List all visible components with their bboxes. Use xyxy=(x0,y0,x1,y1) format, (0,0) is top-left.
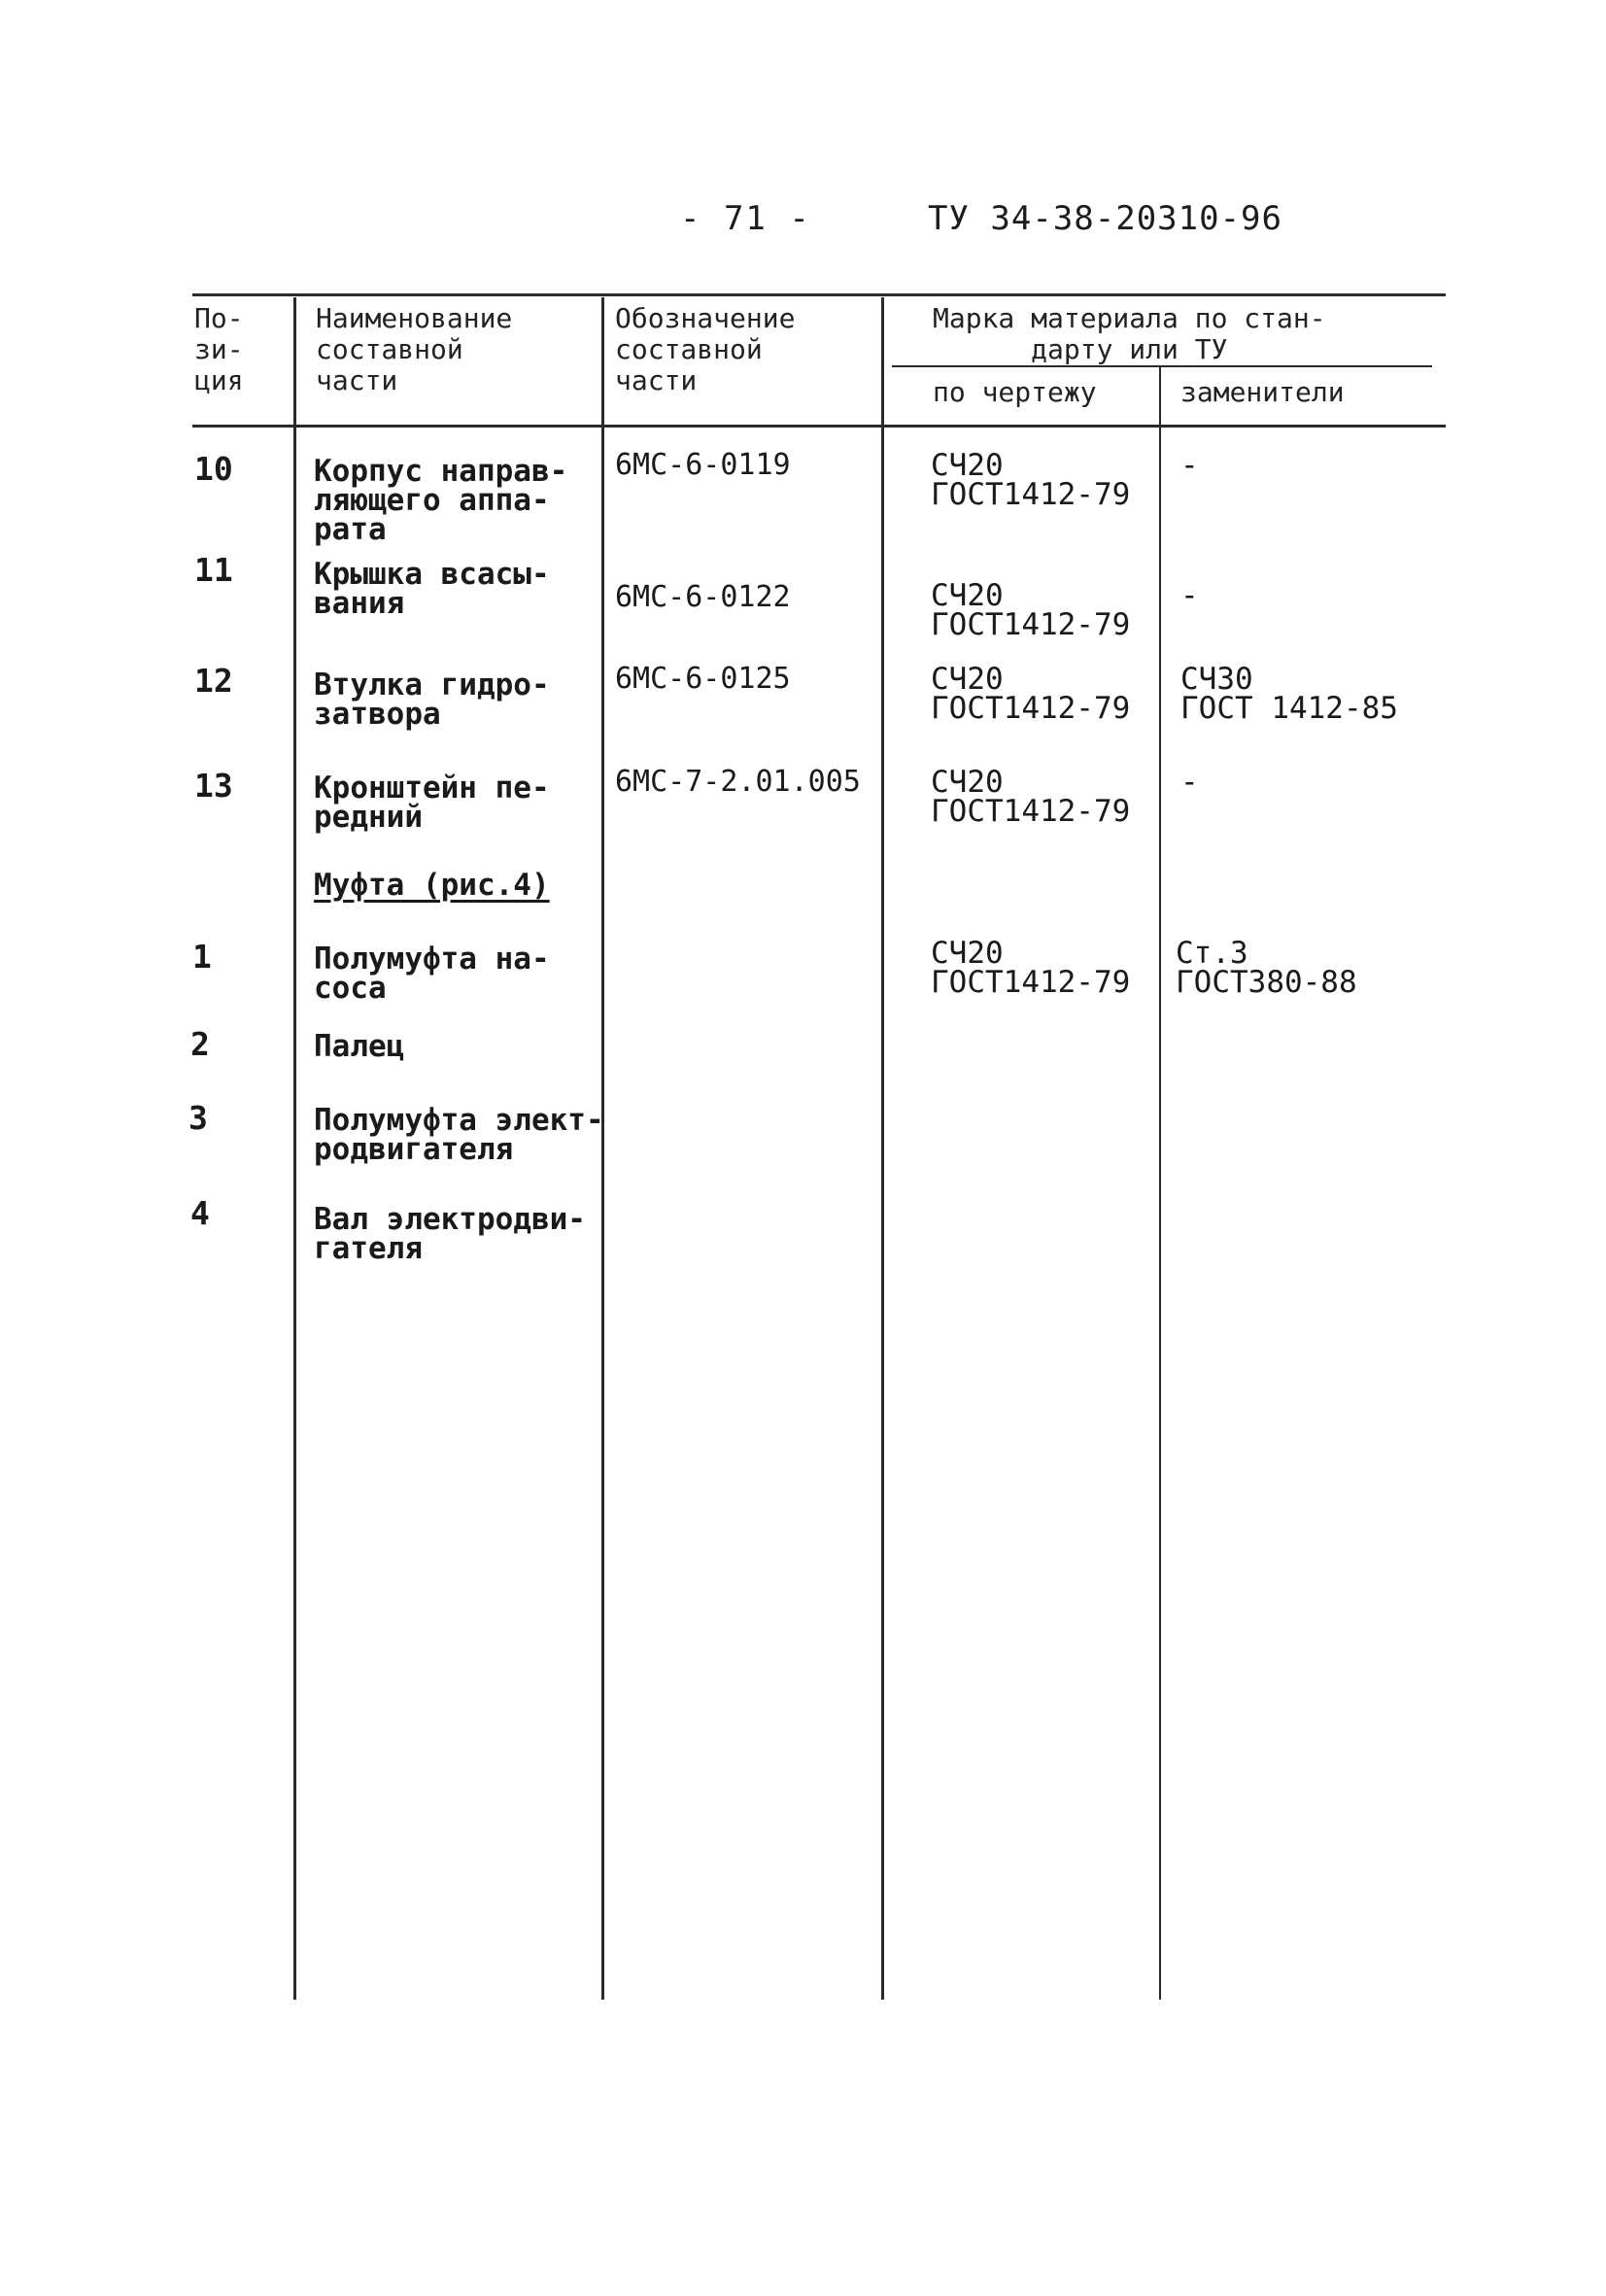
table-row-name: Кронштейн пе- редний xyxy=(314,771,550,835)
header-bottom-rule xyxy=(192,425,1446,428)
table-row-substitute: - xyxy=(1180,578,1199,613)
table-row-position: 2 xyxy=(190,1025,210,1063)
table-row-name: Втулка гидро- затвора xyxy=(314,668,550,732)
table-row-name: Корпус направ- ляющего аппа- рата xyxy=(314,454,568,547)
table-row-position: 4 xyxy=(190,1194,210,1232)
column-header-name: Наименование составной части xyxy=(316,302,513,396)
page-number: - 71 - xyxy=(680,199,811,238)
table-row-position: 10 xyxy=(194,450,233,488)
material-subheader-rule xyxy=(892,365,1432,367)
table-row-name: Палец xyxy=(314,1029,405,1064)
column-header-designation: Обозначение составной части xyxy=(615,302,796,396)
table-row-name: Крышка всасы- вания xyxy=(314,557,550,621)
table-row-material: СЧ20 ГОСТ1412-79 xyxy=(931,578,1131,642)
table-top-rule xyxy=(192,293,1446,296)
table-row-name: Полумуфта элект- родвигателя xyxy=(314,1103,604,1167)
column-header-position: По- зи- ция xyxy=(194,302,244,396)
table-row-substitute: Ст.3 ГОСТ380-88 xyxy=(1176,936,1357,1000)
table-row-position: 3 xyxy=(188,1099,208,1137)
table-row-position: 12 xyxy=(194,662,233,700)
document-code: ТУ 34-38-20310-96 xyxy=(928,199,1282,238)
column-divider-3 xyxy=(881,297,884,2000)
column-header-material-drawing: по чертежу xyxy=(933,376,1097,408)
table-row-substitute: СЧ30 ГОСТ 1412-85 xyxy=(1180,662,1398,726)
column-divider-4 xyxy=(1159,367,1161,2000)
table-row-designation: 6МС-6-0119 xyxy=(615,448,791,482)
table-row-name: Полумуфта на- соса xyxy=(314,942,550,1006)
table-row-substitute: - xyxy=(1180,448,1199,483)
column-header-material-substitutes: заменители xyxy=(1180,376,1345,408)
table-row-substitute: - xyxy=(1180,765,1199,800)
table-row-position: 11 xyxy=(194,551,233,589)
table-row-name: Вал электродви- гателя xyxy=(314,1202,586,1266)
table-row-material: СЧ20 ГОСТ1412-79 xyxy=(931,765,1131,829)
table-row-designation: 6МС-6-0122 xyxy=(615,580,791,614)
table-row-material: СЧ20 ГОСТ1412-79 xyxy=(931,448,1131,512)
table-row-designation: 6МС-7-2.01.005 xyxy=(615,765,861,799)
column-divider-1 xyxy=(293,297,296,2000)
column-header-material: Марка материала по стан- дарту или ТУ xyxy=(933,302,1326,365)
table-row-material: СЧ20 ГОСТ1412-79 xyxy=(931,662,1131,726)
table-row-designation: 6МС-6-0125 xyxy=(615,662,791,696)
table-row-position: 13 xyxy=(194,767,233,805)
section-title: Муфта (рис.4) xyxy=(314,868,550,903)
table-row-position: 1 xyxy=(192,938,212,976)
table-row-material: СЧ20 ГОСТ1412-79 xyxy=(931,936,1131,1000)
